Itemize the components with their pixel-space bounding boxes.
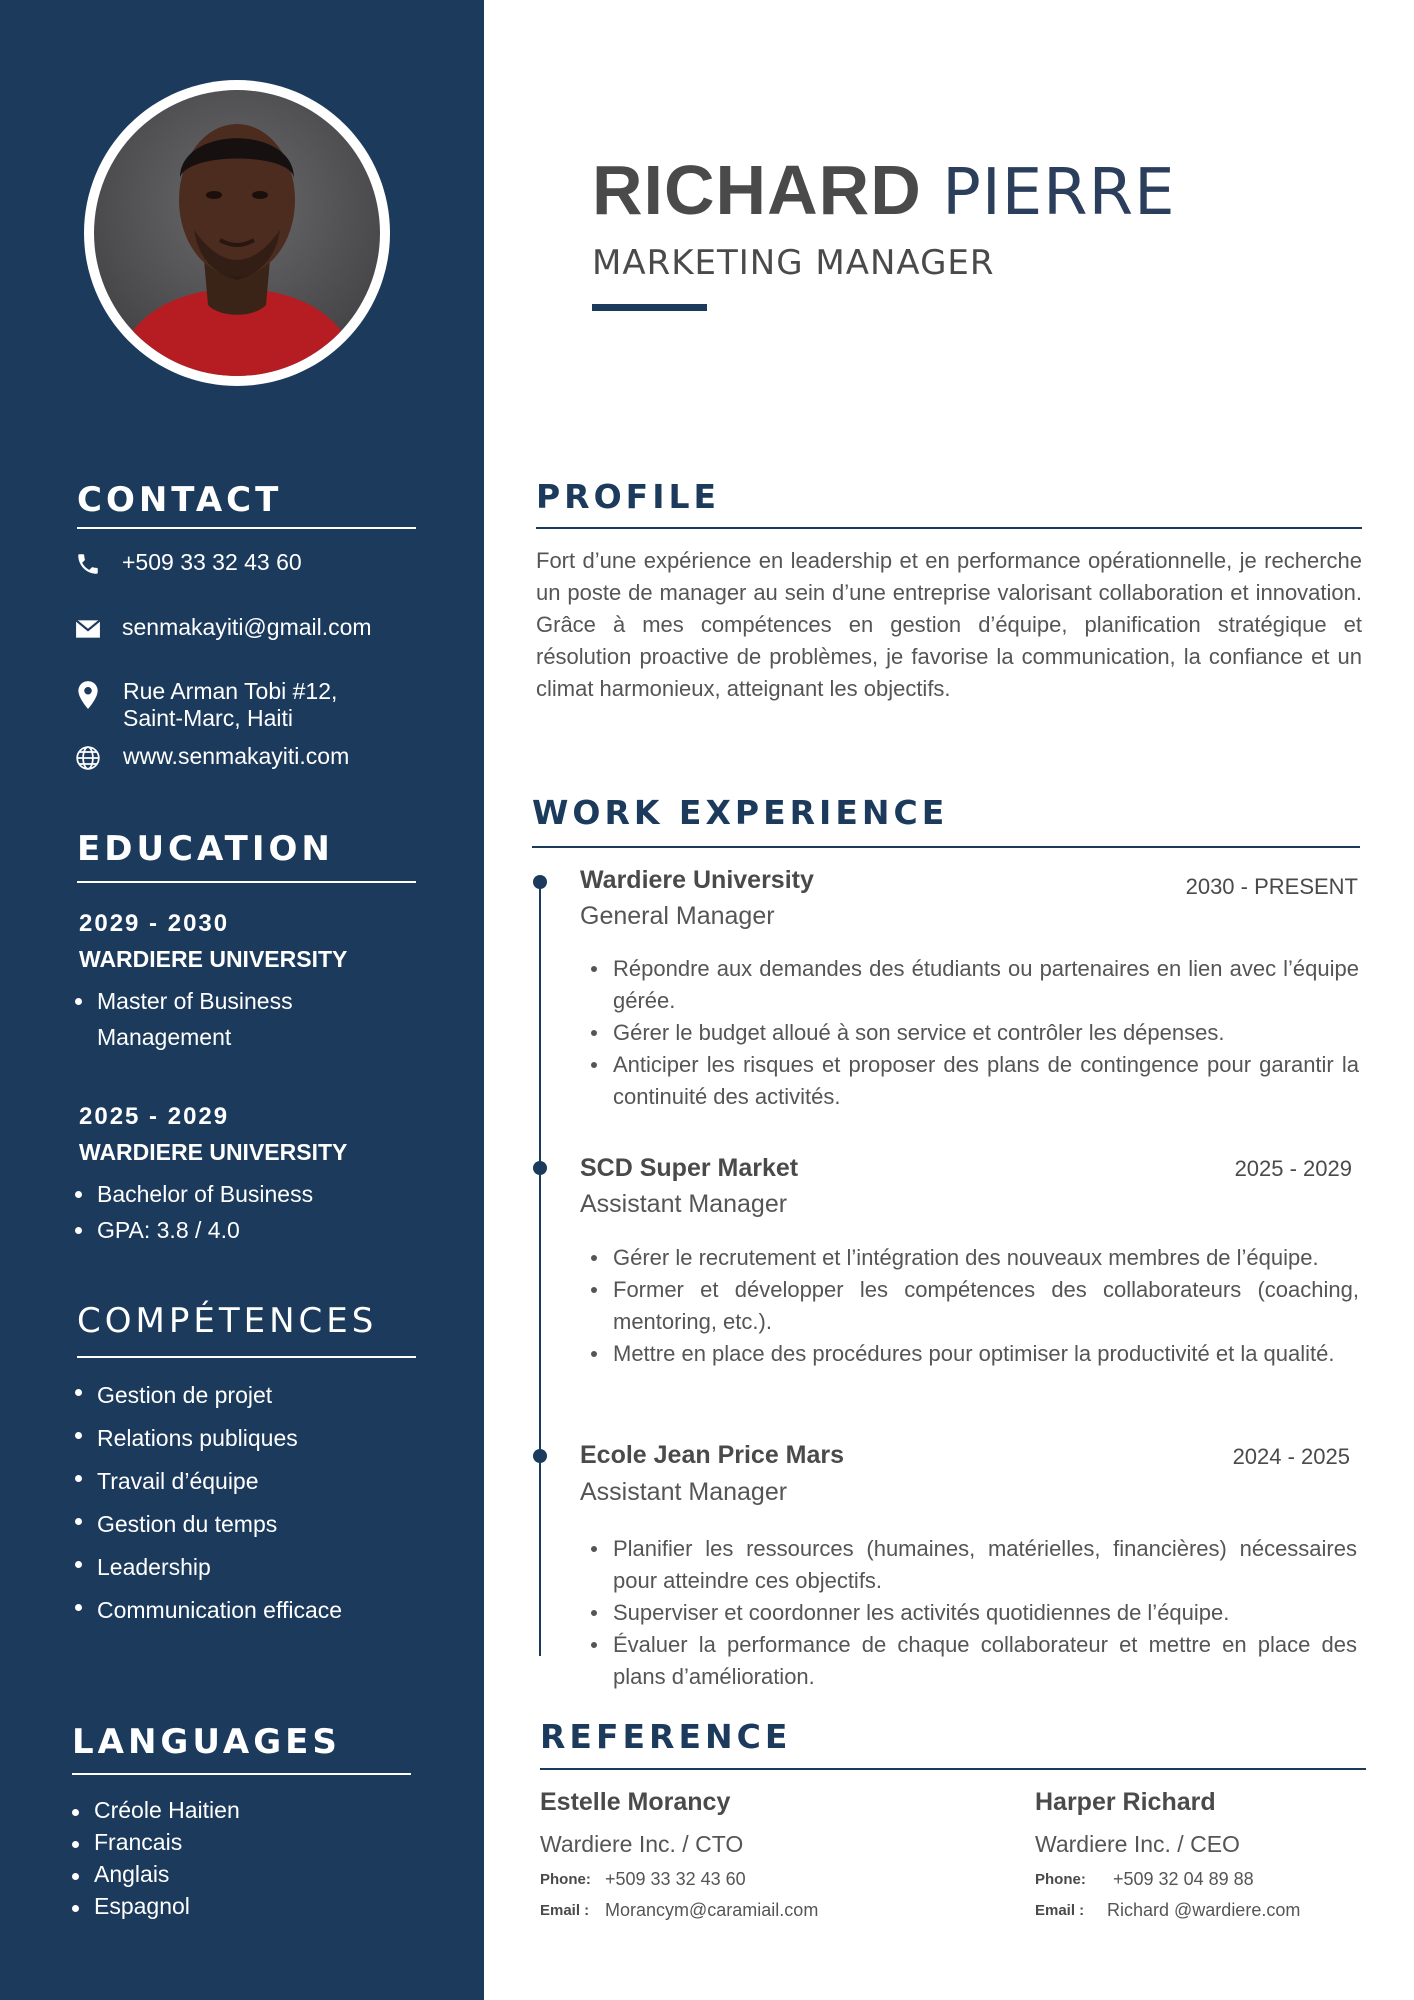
- job-duties-2: [591, 1242, 1359, 1370]
- title-accent-bar: [592, 304, 707, 311]
- skills-heading: COMPÉTENCES: [77, 1301, 378, 1341]
- language-item: Anglais: [72, 1858, 240, 1890]
- job-dates-3: 2024 - 2025: [1232, 1444, 1350, 1469]
- reference-phone-2: +509 32 04 89 88: [1113, 1869, 1254, 1889]
- skill-item: Relations publiques: [75, 1417, 342, 1460]
- job-role-3: Assistant Manager: [580, 1478, 788, 1506]
- job-duty: Gérer le budget alloué à son service et contrôler les dépenses.: [591, 1017, 1359, 1049]
- email-text[interactable]: senmakayiti@gmail.com: [122, 614, 372, 640]
- skill-item: Leadership: [75, 1546, 342, 1589]
- profile-heading: PROFILE: [536, 477, 721, 516]
- education-details-2: [75, 1176, 313, 1248]
- job-duty: Planifier les ressources (humaines, matérielles, financières) nécessaires pour atteindre ces objectifs.: [591, 1533, 1357, 1597]
- education-school-2: WARDIERE UNIVERSITY: [79, 1139, 348, 1165]
- globe-icon: [75, 745, 101, 771]
- work-experience-heading: WORK EXPERIENCE: [532, 793, 949, 832]
- language-item: Espagnol: [72, 1890, 240, 1922]
- skills-divider: [77, 1356, 416, 1358]
- phone-text: +509 33 32 43 60: [122, 549, 302, 575]
- job-role-1: General Manager: [580, 902, 775, 930]
- job-company-3: Ecole Jean Price Mars: [580, 1441, 845, 1469]
- profile-photo: [94, 90, 380, 376]
- location-pin-icon: [75, 680, 101, 706]
- job-company-1: Wardiere University: [580, 866, 814, 894]
- reference-email-1[interactable]: Morancym@caramiail.com: [605, 1900, 819, 1920]
- skill-item: Communication efficace: [75, 1589, 342, 1632]
- timeline-dot: [533, 1161, 547, 1175]
- education-details-1: [75, 983, 293, 1055]
- work-experience-divider: [532, 846, 1360, 848]
- sidebar: [0, 0, 484, 2000]
- candidate-name: [592, 150, 1176, 230]
- reference-company-1: Wardiere Inc. / CTO: [540, 1831, 744, 1857]
- skill-item: Gestion du temps: [75, 1503, 342, 1546]
- contact-heading: CONTACT: [77, 480, 283, 520]
- job-duty: Mettre en place des procédures pour optimiser la productivité et la qualité.: [591, 1338, 1359, 1370]
- skill-item: Gestion de projet: [75, 1374, 342, 1417]
- education-detail-continued: Management: [97, 1024, 232, 1050]
- reference-phone-label-2: Phone:: [1035, 1871, 1086, 1888]
- job-dates-2: 2025 - 2029: [1234, 1156, 1352, 1181]
- job-duty: Évaluer la performance de chaque collaborateur et mettre en place des plans d’amélioration.: [591, 1629, 1357, 1693]
- job-duty: Superviser et coordonner les activités quotidiennes de l’équipe.: [591, 1597, 1357, 1629]
- job-title: MARKETING MANAGER: [592, 243, 995, 283]
- skill-item: Travail d’équipe: [75, 1460, 342, 1503]
- language-item: Francais: [72, 1826, 240, 1858]
- education-years-1: 2029 - 2030: [79, 910, 230, 937]
- job-duty: Anticiper les risques et proposer des plans de contingence pour garantir la continuité des activités.: [591, 1049, 1359, 1113]
- job-duties-3: [591, 1533, 1357, 1693]
- reference-email-label-2: Email :: [1035, 1902, 1085, 1919]
- reference-heading: REFERENCE: [540, 1717, 792, 1756]
- education-divider: [77, 881, 416, 883]
- timeline-dot: [533, 1449, 547, 1463]
- education-years-2: 2025 - 2029: [79, 1103, 230, 1130]
- reference-phone-label-1: Phone:: [540, 1871, 591, 1888]
- reference-email-2[interactable]: Richard @wardiere.com: [1107, 1900, 1301, 1920]
- profile-divider: [536, 527, 1362, 529]
- job-role-2: Assistant Manager: [580, 1190, 788, 1218]
- address-line-1: Rue Arman Tobi #12,: [123, 678, 338, 704]
- job-dates-1: 2030 - PRESENT: [1185, 874, 1358, 899]
- last-name: PIERRE: [942, 156, 1176, 230]
- reference-phone-1: +509 33 32 43 60: [605, 1869, 746, 1889]
- first-name: RICHARD: [592, 151, 922, 229]
- job-duty: Répondre aux demandes des étudiants ou partenaires en lien avec l’équipe gérée.: [591, 953, 1359, 1017]
- phone-icon: [75, 551, 101, 577]
- timeline-line: [539, 880, 541, 1656]
- education-detail: GPA: 3.8 / 4.0: [75, 1212, 313, 1248]
- languages-heading: LANGUAGES: [72, 1722, 341, 1762]
- skills-list: [75, 1374, 342, 1632]
- reference-name-2: Harper Richard: [1035, 1788, 1216, 1816]
- job-duty: Gérer le recrutement et l’intégration des nouveaux membres de l’équipe.: [591, 1242, 1359, 1274]
- profile-text: Fort d’une expérience en leadership et en performance opérationnelle, je recherche un poste de manager au sein d’une entreprise valorisant collaboration et innovation. Grâce à mes compétences en gestion d’équipe, planification stratégique et résolution proactive de problèmes, je favorise la communication, la confiance et un climat harmonieux, atteignant les objectifs.: [536, 548, 1362, 701]
- languages-list: [72, 1794, 240, 1922]
- reference-name-1: Estelle Morancy: [540, 1788, 731, 1816]
- languages-divider: [72, 1773, 411, 1775]
- address-line-2: Saint-Marc, Haiti: [123, 705, 293, 731]
- job-company-2: SCD Super Market: [580, 1154, 799, 1182]
- language-item: Créole Haitien: [72, 1794, 240, 1826]
- website-text[interactable]: www.senmakayiti.com: [123, 743, 350, 769]
- education-heading: EDUCATION: [77, 829, 334, 869]
- job-duty: Former et développer les compétences des collaborateurs (coaching, mentoring, etc.).: [591, 1274, 1359, 1338]
- education-school-1: WARDIERE UNIVERSITY: [79, 946, 348, 972]
- reference-divider: [540, 1768, 1366, 1770]
- reference-company-2: Wardiere Inc. / CEO: [1035, 1831, 1240, 1857]
- timeline-dot: [533, 875, 547, 889]
- job-duties-1: [591, 953, 1359, 1113]
- mail-icon: [75, 616, 101, 642]
- profile-photo-frame: [84, 80, 390, 386]
- education-detail: Bachelor of Business: [75, 1176, 313, 1212]
- education-detail: Master of Business: [75, 983, 293, 1019]
- reference-email-label-1: Email :: [540, 1902, 590, 1919]
- contact-divider: [77, 527, 416, 529]
